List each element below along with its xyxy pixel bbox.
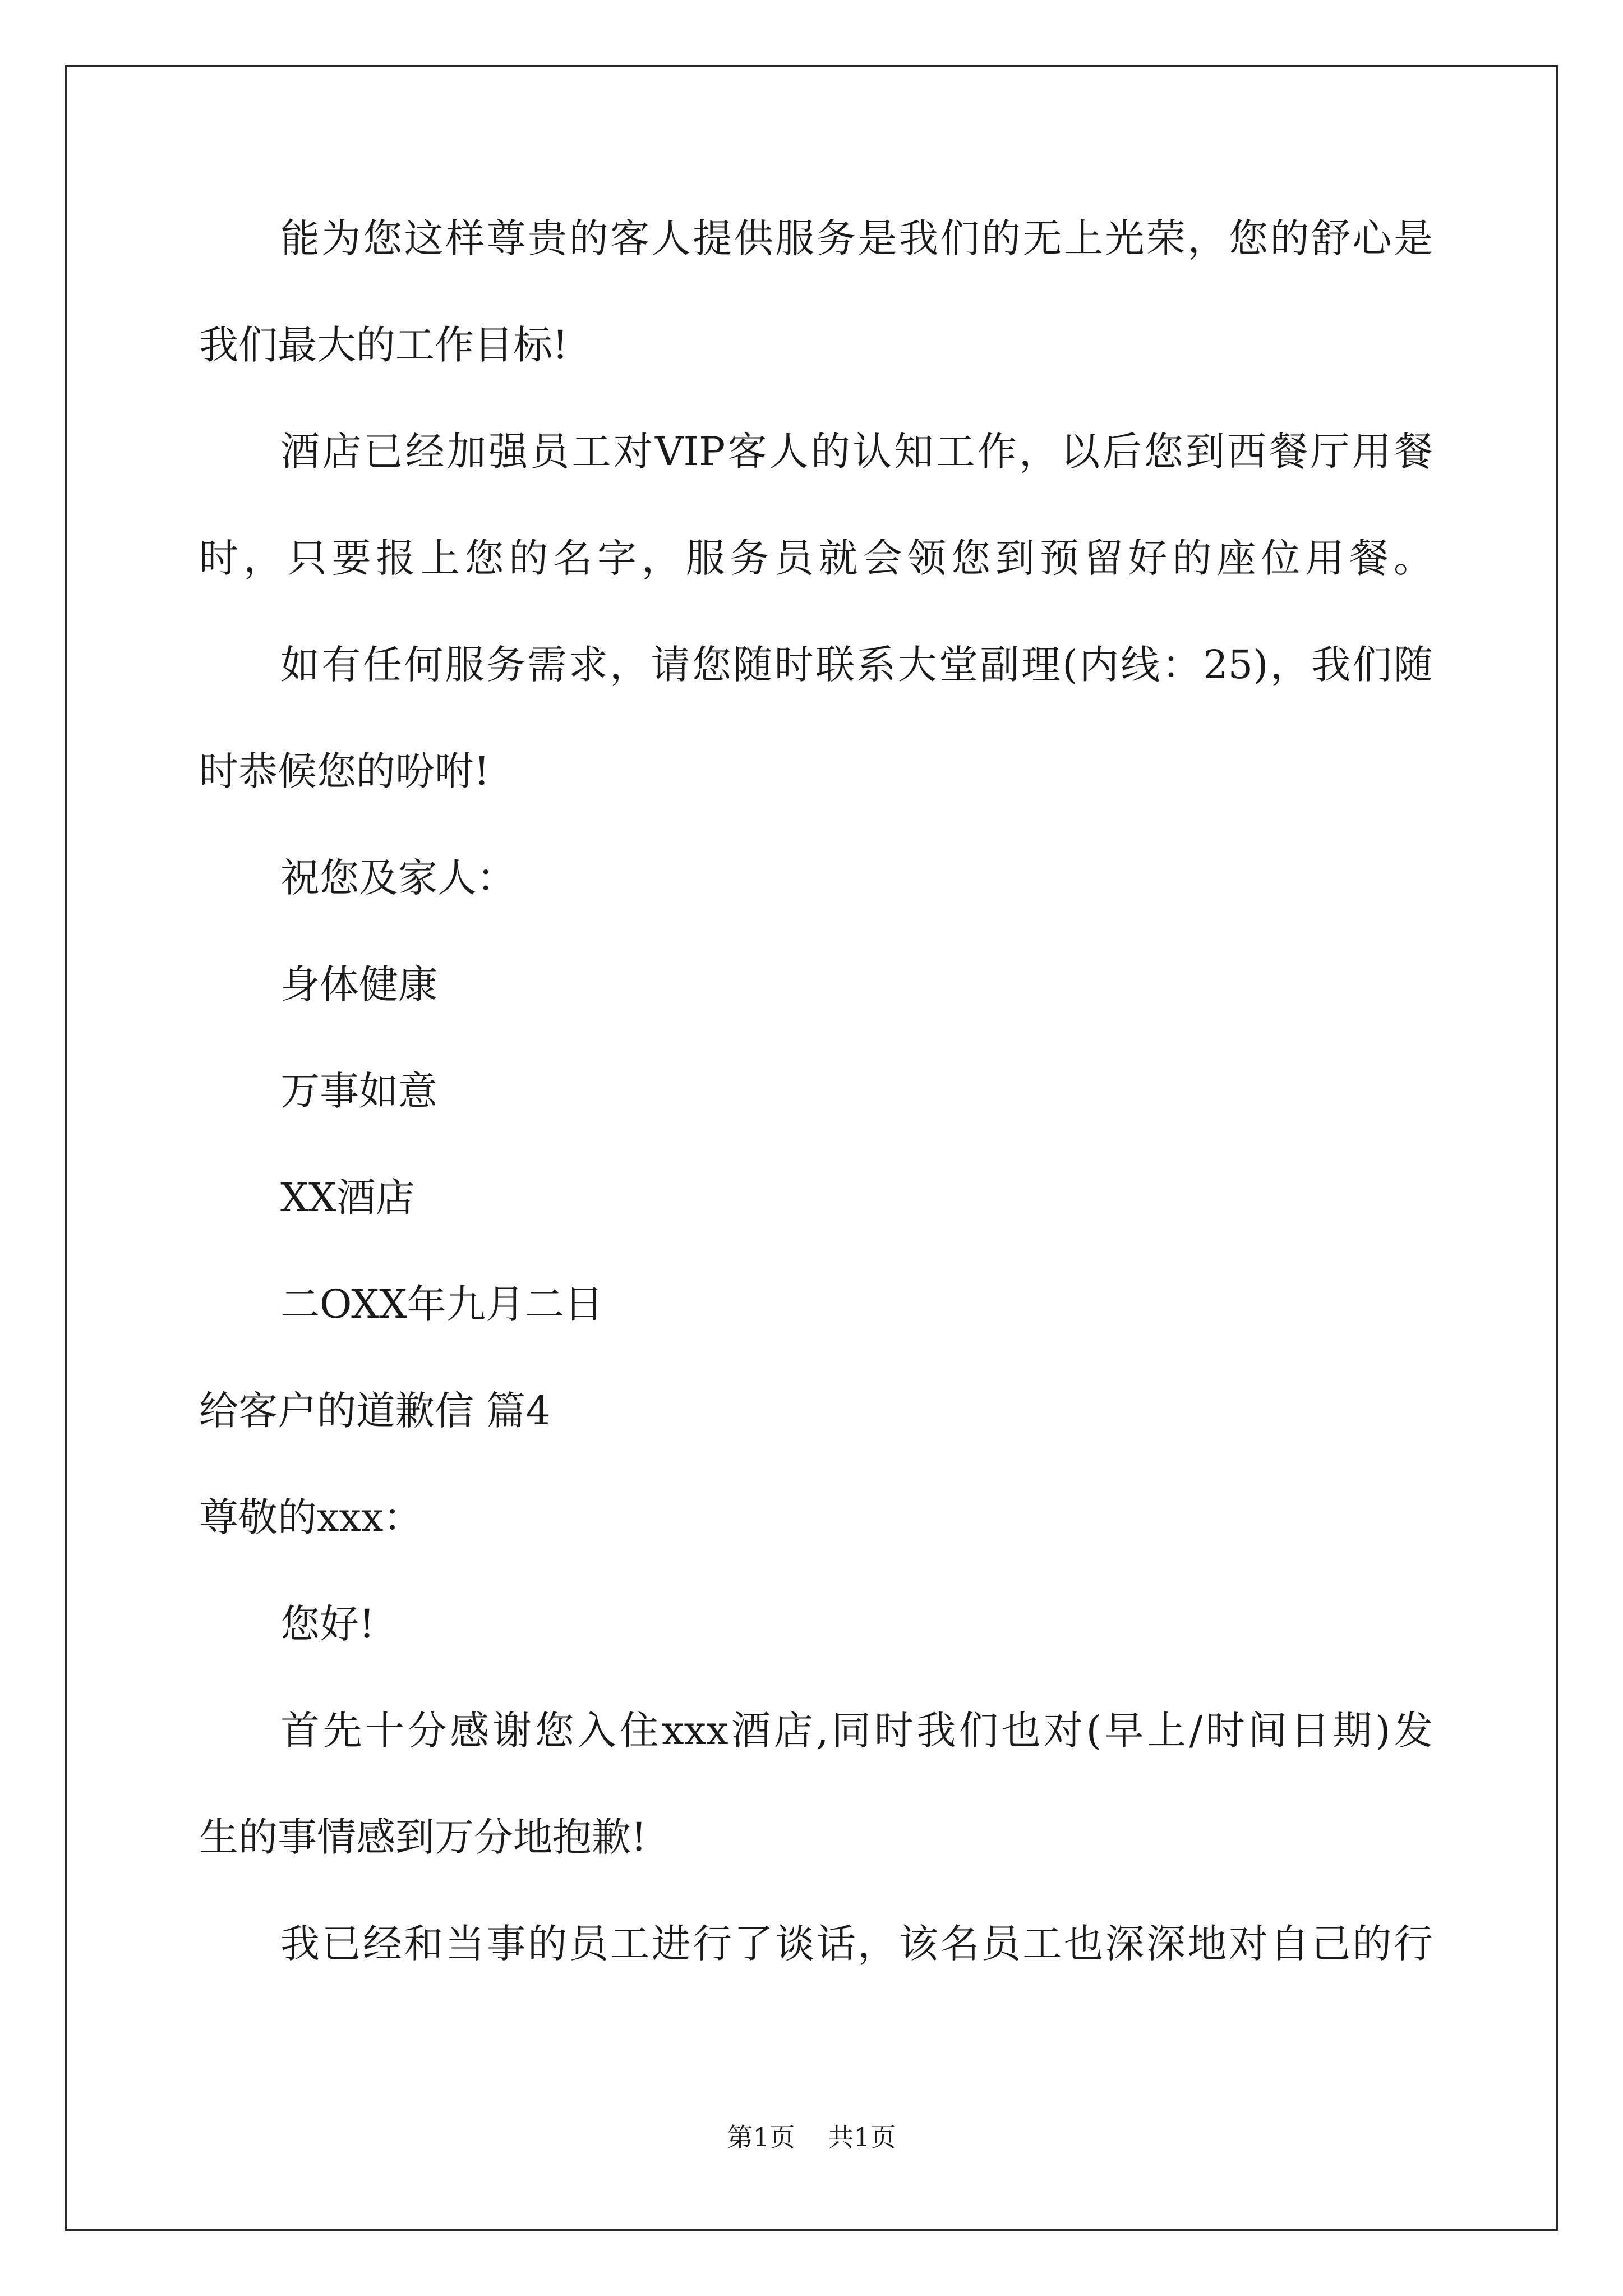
paragraph-line: 首先十分感谢您入住xxx酒店,同时我们也对(早上/时间日期)发 xyxy=(280,1708,1433,1754)
paragraph-line: 酒店已经加强员工对VIP客人的认知工作，以后您到西餐厅用餐 xyxy=(280,429,1433,475)
date-line: 二OXX年九月二日 xyxy=(280,1281,603,1327)
page-number-footer: 第1页 共1页 xyxy=(727,2122,896,2152)
page-border xyxy=(65,65,1558,2231)
paragraph-line: 时，只要报上您的名字，服务员就会领您到预留好的座位用餐。 xyxy=(199,535,1433,581)
paragraph-line: 时恭候您的吩咐! xyxy=(199,748,490,794)
signature-line: XX酒店 xyxy=(280,1175,415,1221)
paragraph-line: 能为您这样尊贵的客人提供服务是我们的无上光荣，您的舒心是 xyxy=(280,215,1433,261)
paragraph-line: 我已经和当事的员工进行了谈话，该名员工也深深地对自己的行 xyxy=(280,1921,1433,1967)
greeting-line: 您好! xyxy=(280,1601,375,1647)
greeting-line: 祝您及家人： xyxy=(280,855,516,901)
wish-line: 身体健康 xyxy=(280,961,437,1007)
paragraph-line: 我们最大的工作目标! xyxy=(199,322,569,368)
paragraph-line: 如有任何服务需求，请您随时联系大堂副理(内线：25)，我们随 xyxy=(280,642,1433,688)
wish-line: 万事如意 xyxy=(280,1068,437,1114)
salutation-line: 尊敬的xxx： xyxy=(199,1494,423,1540)
paragraph-line: 生的事情感到万分地抱歉! xyxy=(199,1814,647,1860)
section-heading: 给客户的道歉信 篇4 xyxy=(199,1388,551,1434)
